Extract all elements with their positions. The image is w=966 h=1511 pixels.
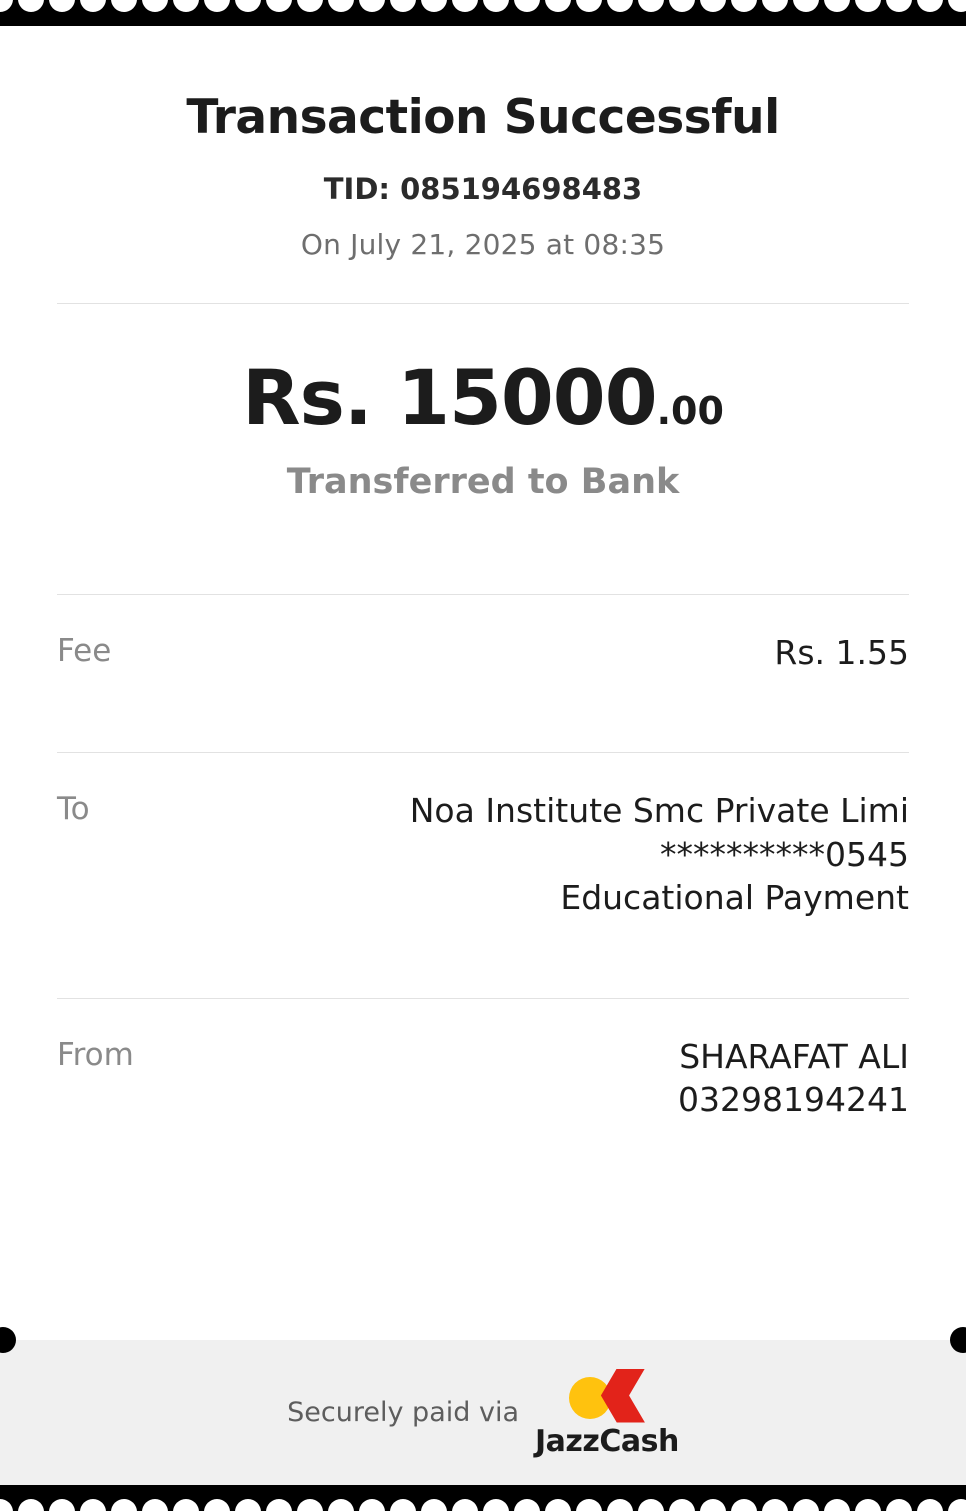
scallop-dot <box>359 1499 385 1511</box>
scallop-dot <box>235 0 261 12</box>
scallop-dot <box>762 0 788 12</box>
scallop-dot <box>824 0 850 12</box>
amount-cents: .00 <box>656 388 724 433</box>
receipt-footer <box>0 1340 966 1485</box>
footer-inner <box>287 1369 679 1457</box>
scallop-dot <box>328 1499 354 1511</box>
jazzcash-logo <box>535 1369 679 1457</box>
amount-subtitle: Transferred to Bank <box>286 461 680 502</box>
scallop-dot <box>173 1499 199 1511</box>
scallop-dot <box>49 1499 75 1511</box>
amount-block <box>57 304 909 502</box>
receipt-top-scallop-edge <box>0 0 966 26</box>
scallop-dot <box>49 0 75 12</box>
scallop-dot <box>297 0 323 12</box>
scallop-dot <box>142 0 168 12</box>
scallop-dot <box>483 0 509 12</box>
scallop-dot <box>731 0 757 12</box>
scallop-dot <box>80 1499 106 1511</box>
scallop-dot <box>793 1499 819 1511</box>
detail-row-fee <box>57 595 909 711</box>
detail-value-line: SHARAFAT ALI <box>679 1036 909 1076</box>
detail-value-line: Rs. 1.55 <box>774 632 909 672</box>
detail-value-line: 03298194241 <box>678 1080 909 1120</box>
scallop-dot <box>700 0 726 12</box>
detail-value-line: **********0545 <box>660 834 909 874</box>
scallop-dot <box>638 1499 664 1511</box>
scallop-dot <box>855 1499 881 1511</box>
scallop-dot <box>483 1499 509 1511</box>
detail-value <box>134 1035 909 1122</box>
detail-row-from <box>57 999 909 1158</box>
scallop-dot <box>917 0 943 12</box>
scallop-dot <box>607 0 633 12</box>
scallop-dot <box>607 1499 633 1511</box>
scallop-dot <box>235 1499 261 1511</box>
scallop-dot <box>576 0 602 12</box>
jazzcash-mark-icon <box>569 1369 645 1423</box>
receipt-bottom-scallop-edge <box>0 1485 966 1511</box>
scallop-dot <box>855 0 881 12</box>
detail-label: From <box>57 1036 134 1073</box>
receipt-content <box>0 22 966 1158</box>
scallop-dot <box>886 0 912 12</box>
scallop-dot <box>80 0 106 12</box>
scallop-dot <box>111 1499 137 1511</box>
detail-value <box>111 631 909 675</box>
scallop-dot <box>948 1499 966 1511</box>
scallop-dot <box>421 1499 447 1511</box>
amount-value <box>57 352 909 442</box>
amount-main: Rs. 15000 <box>242 352 657 442</box>
scallop-dot <box>421 0 447 12</box>
detail-value-line: Educational Payment <box>560 878 909 918</box>
scallop-dot <box>452 0 478 12</box>
detail-value-line: Noa Institute Smc Private Limi <box>409 791 909 831</box>
scallop-dot <box>669 0 695 12</box>
scallop-dot <box>514 1499 540 1511</box>
scallop-dot <box>886 1499 912 1511</box>
scallop-dot <box>700 1499 726 1511</box>
scallop-dot <box>576 1499 602 1511</box>
scallop-dot <box>793 0 819 12</box>
scallop-dot <box>514 0 540 12</box>
detail-row-to <box>57 753 909 956</box>
scallop-dot <box>452 1499 478 1511</box>
scallop-dot <box>266 1499 292 1511</box>
scallop-dot <box>359 0 385 12</box>
jazzcash-red-arrow-icon <box>601 1369 645 1423</box>
page-title: Transaction Successful <box>186 90 780 145</box>
scallop-dot <box>297 1499 323 1511</box>
scallop-dot <box>390 0 416 12</box>
transaction-datetime: On July 21, 2025 at 08:35 <box>300 227 666 261</box>
scallop-dot <box>917 1499 943 1511</box>
transaction-id: TID: 085194698483 <box>323 171 643 206</box>
scallop-dot <box>18 0 44 12</box>
scallop-dot <box>142 1499 168 1511</box>
scallop-dot <box>0 0 13 12</box>
scallop-dot <box>266 0 292 12</box>
scallop-dot <box>824 1499 850 1511</box>
detail-value <box>90 789 909 920</box>
detail-label: To <box>57 791 90 828</box>
scallop-dot <box>18 1499 44 1511</box>
scallop-dot <box>731 1499 757 1511</box>
scallop-dot <box>0 1499 13 1511</box>
spacer <box>57 502 909 552</box>
scallop-dot <box>204 1499 230 1511</box>
scallop-dot <box>948 0 966 12</box>
scallop-dot <box>669 1499 695 1511</box>
scallop-dot <box>204 0 230 12</box>
secure-payment-text: Securely paid via <box>287 1397 519 1428</box>
scallop-dot <box>390 1499 416 1511</box>
scallop-dot <box>762 1499 788 1511</box>
jazzcash-wordmark: JazzCash <box>535 1423 679 1459</box>
scallop-dot <box>328 0 354 12</box>
scallop-dot <box>173 0 199 12</box>
scallop-dot <box>545 0 571 12</box>
scallop-dot <box>638 0 664 12</box>
scallop-dot <box>545 1499 571 1511</box>
scallop-dot <box>111 0 137 12</box>
detail-label: Fee <box>57 632 112 669</box>
